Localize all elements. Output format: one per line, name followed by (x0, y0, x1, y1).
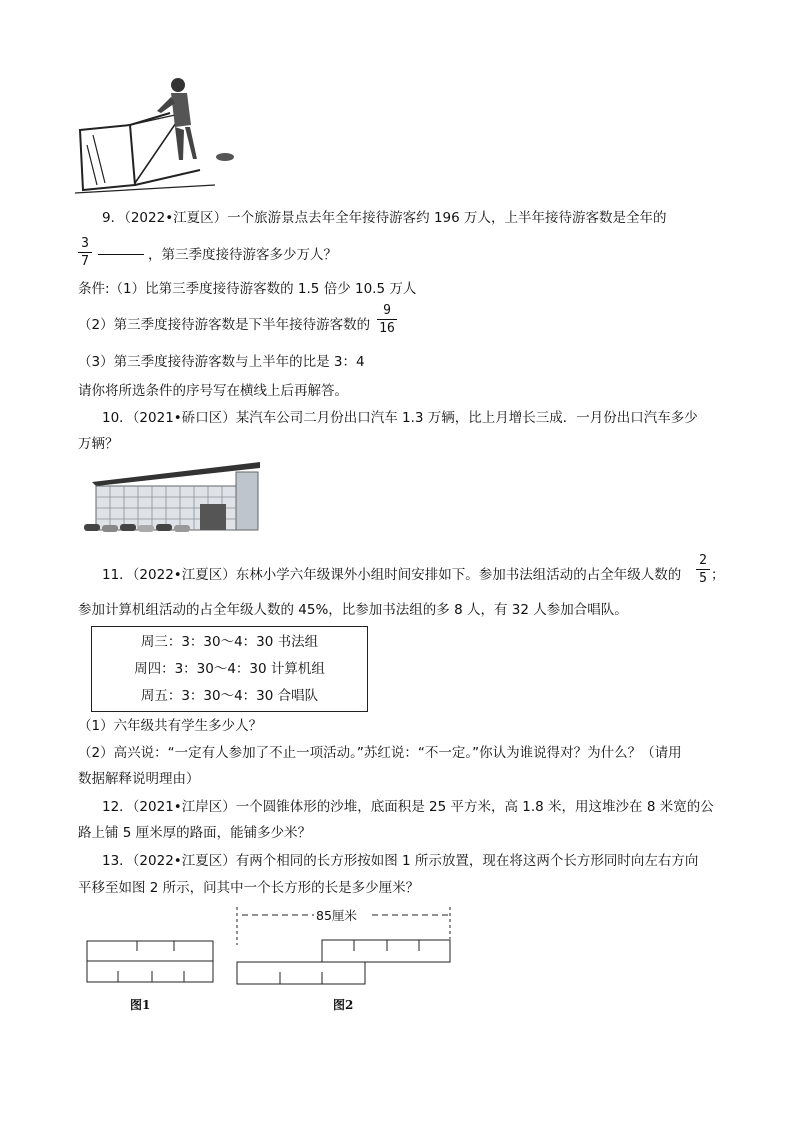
q12-line1: 12．（2021•江岸区）一个圆锥体形的沙堆，底面积是 25 平方米，高 1.8 米，用这堆沙在 8 米宽的公 (102, 799, 714, 815)
q9-condition-2-fraction (377, 303, 397, 336)
q9-condition-1: 条件:（1）比第三季度接待游客数的 1.5 倍少 10.5 万人 (78, 281, 417, 297)
schedule-row-thu: 周四：3：30～4：30 计算机组 (134, 661, 325, 677)
q11-sub2-line2: 数据解释说明理由） (78, 771, 200, 787)
schedule-row-wed: 周三：3：30～4：30 书法组 (140, 634, 319, 650)
q12-line2: 路上铺 5 厘米厚的路面，能铺多少米？ (78, 825, 312, 841)
q9-line1: 9．（2022•江夏区）一个旅游景点去年全年接待游客约 196 万人，上半年接待游客数是全年的 (102, 210, 667, 226)
person-pulling-box-illustration (75, 75, 245, 195)
q9-frac-den: 7 (81, 254, 89, 269)
q9-cond2-den: 16 (379, 321, 395, 336)
car-dealership-building-illustration (82, 460, 264, 540)
q9-frac-num: 3 (81, 236, 89, 251)
q13-line1: 13．（2022•江夏区）有两个相同的长方形按如图 1 所示放置，现在将这两个长方形同时向左右方向 (102, 853, 699, 869)
q13-line2: 平移至如图 2 所示，问其中一个长方形的长是多少厘米？ (78, 880, 420, 896)
q11-line2: 参加计算机组活动的占全年级人数的 45%，比参加书法组的多 8 人，有 32 人参加合唱队。 (78, 602, 628, 618)
schedule-table (91, 626, 368, 712)
q10-line1: 10．（2021•硚口区）某汽车公司二月份出口汽车 1.3 万辆，比上月增长三成．一月份出口汽车多少 (102, 410, 698, 426)
q11-sub1: （1）六年级共有学生多少人？ (78, 718, 263, 734)
q11-frac-num: 2 (699, 553, 707, 568)
q11-line1-end: ； (711, 567, 725, 583)
q9-condition-2: （2）第三季度接待游客数是下半年接待游客数的 (78, 317, 371, 333)
q9-cond2-num: 9 (383, 303, 391, 318)
q9-answer-blank[interactable] (98, 242, 144, 259)
q9-fraction (78, 236, 92, 269)
q9-instruction: 请你将所选条件的序号写在横线上后再解答。 (78, 383, 348, 399)
figure-1-label: 图1 (130, 998, 151, 1012)
q11-fraction (696, 553, 710, 586)
q11-line1: 11．（2022•江夏区）东林小学六年级课外小组时间安排如下。参加书法组活动的占全年级人数的 (102, 567, 682, 583)
schedule-row-fri: 周五：3：30～4：30 合唱队 (140, 688, 319, 704)
q11-frac-den: 5 (699, 571, 707, 586)
q9-line2: ，第三季度接待游客多少万人？ (148, 247, 337, 263)
figure-2-label: 图2 (333, 998, 354, 1012)
figure-2-dimension-label: 85厘米 (316, 908, 357, 923)
q10-line2: 万辆？ (78, 436, 119, 452)
q9-condition-3: （3）第三季度接待游客数与上半年的比是 3：4 (78, 354, 365, 370)
q11-sub2-line1: （2）高兴说：“一定有人参加了不止一项活动。”苏红说：“不一定。”你认为谁说得对？为什么？（请用 (78, 745, 682, 761)
figure-1-rectangles (86, 938, 218, 988)
